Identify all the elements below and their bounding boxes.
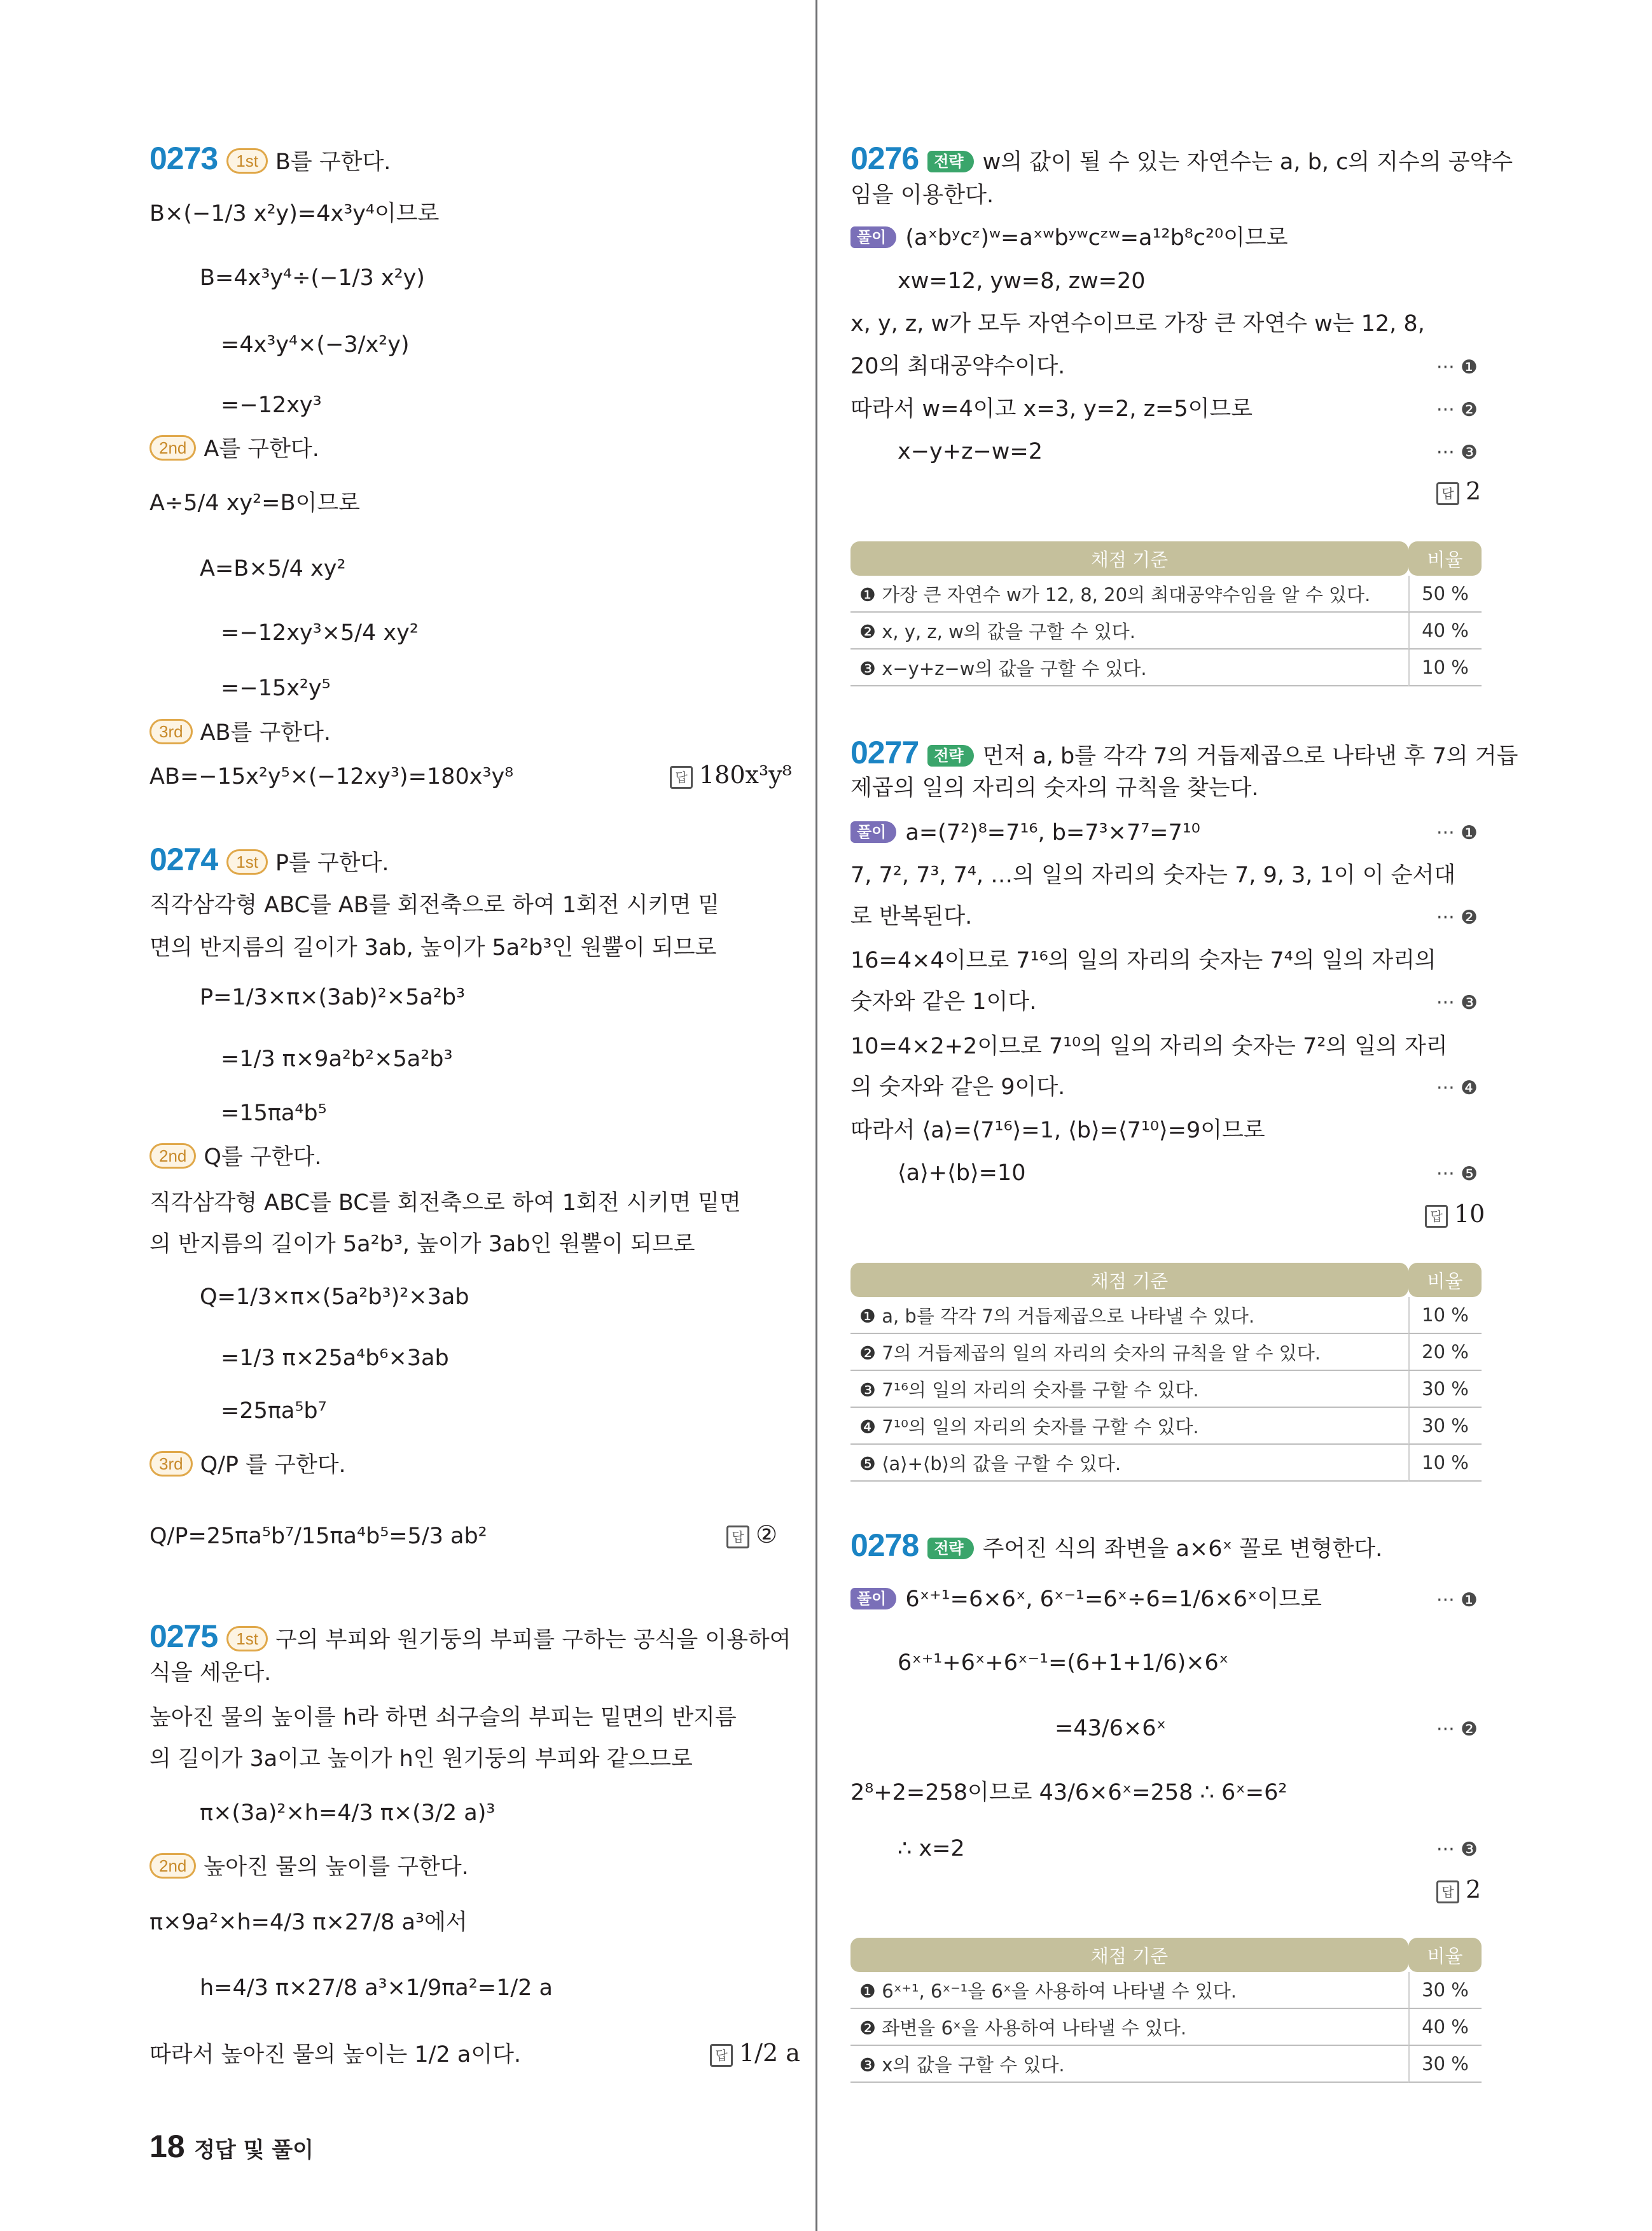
line-text: 의 숫자와 같은 9이다. <box>850 1074 1065 1100</box>
line-text: 높아진 물의 높이를 구한다. <box>204 1854 469 1880</box>
criteria-row <box>850 1972 1482 2009</box>
step-badge: 1st <box>226 148 268 174</box>
problem-number: 0277 <box>850 735 919 770</box>
solution-line <box>200 1797 495 1829</box>
criteria-ratio: 30 % <box>1408 2046 1482 2083</box>
criteria-ratio: 10 % <box>1408 1297 1482 1334</box>
solution-line <box>221 1043 453 1075</box>
solution-line <box>149 1449 346 1481</box>
answer <box>1436 1875 1481 1903</box>
answer <box>726 1520 777 1548</box>
line-text: 10=4×2+2이므로 7¹⁰의 일의 자리의 숫자는 7²의 일의 자리 <box>850 1034 1448 1059</box>
solution-line <box>850 179 994 211</box>
line-text: A=B×5/4 xy² <box>200 556 346 581</box>
solution-line <box>850 1031 1448 1062</box>
answer-value: 2 <box>1466 1875 1482 1903</box>
line-text: =−12xy³ <box>221 393 322 418</box>
line-text: A÷5/4 xy²=B이므로 <box>149 490 360 516</box>
step-badge: 1st <box>226 1626 268 1651</box>
line-text: h=4/3 π×27/8 a³×1/9πa²=1/2 a <box>200 1975 553 2001</box>
line-text: Q/P=25πa⁵b⁷/15πa⁴b⁵=5/3 ab² <box>149 1524 487 1549</box>
solution-line <box>149 142 391 178</box>
answer-icon: 답 <box>710 2044 733 2067</box>
line-text: 직각삼각형 ABC를 AB를 회전축으로 하여 1회전 시키면 밑 <box>149 893 720 918</box>
solution-line <box>149 433 319 465</box>
problem-number: 0275 <box>149 1618 218 1654</box>
answer-icon: 답 <box>1425 1205 1448 1228</box>
criteria-header: 채점 기준 <box>850 541 1408 576</box>
line-text: x, y, z, w가 모두 자연수이므로 가장 큰 자연수 w는 12, 8, <box>850 311 1425 337</box>
problem-number: 0273 <box>149 141 218 176</box>
step-marker: ··· ❸ <box>1436 992 1478 1014</box>
solution-line <box>221 672 331 704</box>
strategy-badge: 전략 <box>927 745 973 767</box>
step-badge: 3rd <box>149 1451 193 1477</box>
solution-line <box>850 308 1425 340</box>
step-badge: 2nd <box>149 1853 196 1879</box>
solution-line <box>221 389 322 421</box>
line-text: Q/P 를 구한다. <box>200 1452 346 1478</box>
criteria-text: ❶ 가장 큰 자연수 w가 12, 8, 20의 최대공약수임을 알 수 있다. <box>850 576 1408 613</box>
step-marker: ··· ❷ <box>1436 399 1478 421</box>
solution-line <box>850 859 1455 891</box>
line-text: B=4x³y⁴÷(−1/3 x²y) <box>200 265 425 291</box>
solution-line <box>850 142 1513 178</box>
criteria-text: ❶ a, b를 각각 7의 거듭제곱으로 나타낼 수 있다. <box>850 1297 1408 1334</box>
scoring-criteria-table <box>850 1938 1482 2083</box>
criteria-text: ❷ x, y, z, w의 값을 구할 수 있다. <box>850 613 1408 650</box>
solution-line <box>1055 1713 1166 1744</box>
criteria-row <box>850 1371 1482 1408</box>
solution-line <box>200 262 425 294</box>
line-text: =1/3 π×9a²b²×5a²b³ <box>221 1046 453 1072</box>
line-text: =1/3 π×25a⁴b⁶×3ab <box>221 1345 449 1371</box>
solution-line <box>149 1907 468 1938</box>
criteria-row <box>850 1445 1482 1482</box>
line-text: A를 구한다. <box>204 436 319 462</box>
line-text: x−y+z−w=2 <box>898 439 1043 464</box>
page-number: 18 <box>149 2129 185 2164</box>
criteria-ratio: 20 % <box>1408 1334 1482 1371</box>
answer-value: ② <box>756 1520 778 1548</box>
solution-line <box>850 1583 1322 1615</box>
solution-line <box>898 1157 1025 1189</box>
solution-line <box>200 982 465 1013</box>
solution-line <box>149 717 331 749</box>
answer-icon: 답 <box>1436 1880 1459 1903</box>
line-text: B×(−1/3 x²y)=4x³y⁴이므로 <box>149 201 440 226</box>
solution-line <box>200 553 346 585</box>
solution-line <box>898 1647 1228 1679</box>
solution-line <box>221 1097 327 1129</box>
step-marker: ··· ❶ <box>1436 1589 1478 1611</box>
criteria-ratio: 50 % <box>1408 576 1482 613</box>
line-text: =43/6×6ˣ <box>1055 1716 1167 1741</box>
line-text: P=1/3×π×(3ab)²×5a²b³ <box>200 985 466 1010</box>
answer <box>670 761 792 789</box>
line-text: π×(3a)²×h=4/3 π×(3/2 a)³ <box>200 1800 496 1826</box>
line-text: P를 구한다. <box>275 851 389 876</box>
step-marker: ··· ❹ <box>1436 1077 1478 1099</box>
footer-title: 정답 및 풀이 <box>194 2137 314 2163</box>
criteria-ratio: 30 % <box>1408 1972 1482 2009</box>
answer-value: 180x³y⁸ <box>699 761 792 789</box>
solution-line <box>221 617 419 649</box>
ratio-header: 비율 <box>1408 1263 1482 1297</box>
criteria-text: ❷ 7의 거듭제곱의 일의 자리의 숫자의 규칙을 알 수 있다. <box>850 1334 1408 1371</box>
answer-value: 10 <box>1454 1200 1485 1228</box>
line-text: (aˣbʸcᶻ)ʷ=aˣʷbʸʷcᶻʷ=a¹²b⁸c²⁰이므로 <box>905 225 1288 251</box>
line-text: 식을 세운다. <box>149 1660 272 1686</box>
criteria-header: 채점 기준 <box>850 1938 1408 1972</box>
step-badge: 2nd <box>149 1143 196 1169</box>
solution-line <box>850 1777 1287 1809</box>
solution-badge: 풀이 <box>850 1588 896 1609</box>
answer-value: 1/2 a <box>739 2039 800 2067</box>
line-text: =−15x²y⁵ <box>221 676 331 701</box>
solution-line <box>221 329 410 361</box>
line-text: AB를 구한다. <box>200 720 331 746</box>
problem-number: 0278 <box>850 1527 919 1563</box>
step-marker: ··· ❺ <box>1436 1163 1478 1185</box>
problem-number: 0274 <box>149 842 218 877</box>
criteria-ratio: 40 % <box>1408 2009 1482 2046</box>
solution-line <box>221 1342 449 1374</box>
line-text: 면의 반지름의 길이가 3ab, 높이가 5a²b³인 원뿔이 되므로 <box>149 935 717 961</box>
solution-line <box>850 945 1436 976</box>
solution-line <box>850 393 1253 425</box>
line-text: 숫자와 같은 1이다. <box>850 989 1037 1015</box>
line-text: 따라서 높아진 물의 높이는 1/2 a이다. <box>149 2042 522 2068</box>
line-text: 6ˣ⁺¹+6ˣ+6ˣ⁻¹=(6+1+1/6)×6ˣ <box>898 1650 1229 1676</box>
solution-line <box>149 1228 695 1260</box>
solution-line <box>200 1281 469 1313</box>
line-text: 먼저 a, b를 각각 7의 거듭제곱으로 나타낸 후 7의 거듭 <box>982 744 1518 769</box>
line-text: 제곱의 일의 자리의 숫자의 규칙을 찾는다. <box>850 775 1259 801</box>
solution-line <box>898 265 1146 297</box>
step-badge: 2nd <box>149 435 196 461</box>
criteria-row <box>850 576 1482 613</box>
step-marker: ··· ❷ <box>1436 1718 1478 1741</box>
solution-line <box>850 351 1065 382</box>
solution-line <box>149 1520 487 1552</box>
line-text: 6ˣ⁺¹=6×6ˣ, 6ˣ⁻¹=6ˣ÷6=1/6×6ˣ이므로 <box>905 1587 1322 1612</box>
solution-line <box>149 932 716 964</box>
criteria-text: ❷ 좌변을 6ˣ을 사용하여 나타낼 수 있다. <box>850 2009 1408 2046</box>
column-divider <box>816 0 817 2231</box>
criteria-text: ❹ 7¹⁰의 일의 자리의 숫자를 구할 수 있다. <box>850 1408 1408 1445</box>
answer-icon: 답 <box>1436 482 1459 505</box>
ratio-header: 비율 <box>1408 1938 1482 1972</box>
answer-value: 2 <box>1466 477 1482 505</box>
line-text: 20의 최대공약수이다. <box>850 354 1065 379</box>
solution-line <box>850 222 1288 254</box>
criteria-text: ❸ 7¹⁶의 일의 자리의 숫자를 구할 수 있다. <box>850 1371 1408 1408</box>
step-badge: 3rd <box>149 719 193 744</box>
line-text: 구의 부피와 원기둥의 부피를 구하는 공식을 이용하여 <box>275 1627 791 1653</box>
answer <box>1436 477 1481 505</box>
line-text: 임을 이용한다. <box>850 183 994 208</box>
criteria-text: ❸ x−y+z−w의 값을 구할 수 있다. <box>850 650 1408 686</box>
problem-number: 0276 <box>850 141 919 176</box>
step-badge: 1st <box>226 849 268 875</box>
criteria-text: ❶ 6ˣ⁺¹, 6ˣ⁻¹을 6ˣ을 사용하여 나타낼 수 있다. <box>850 1972 1408 2009</box>
criteria-ratio: 10 % <box>1408 1445 1482 1482</box>
solution-line <box>149 1620 791 1656</box>
solution-line <box>149 198 439 230</box>
criteria-text: ❺ ⟨a⟩+⟨b⟩의 값을 구할 수 있다. <box>850 1445 1408 1482</box>
solution-badge: 풀이 <box>850 821 896 843</box>
criteria-row <box>850 1408 1482 1445</box>
solution-line <box>149 1702 737 1734</box>
line-text: Q를 구한다. <box>204 1144 322 1170</box>
solution-line <box>149 2039 521 2071</box>
line-text: π×9a²×h=4/3 π×27/8 a³에서 <box>149 1910 468 1935</box>
line-text: 의 길이가 3a이고 높이가 h인 원기둥의 부피와 같으므로 <box>149 1746 693 1772</box>
criteria-ratio: 10 % <box>1408 650 1482 686</box>
line-text: 직각삼각형 ABC를 BC를 회전축으로 하여 1회전 시키면 밑면 <box>149 1190 741 1216</box>
solution-line <box>850 817 1200 849</box>
line-text: =4x³y⁴×(−3/x²y) <box>221 332 410 358</box>
criteria-row <box>850 613 1482 650</box>
line-text: Q=1/3×π×(5a²b³)²×3ab <box>200 1284 469 1310</box>
solution-line <box>149 487 360 519</box>
scoring-criteria-table <box>850 1263 1482 1482</box>
solution-line <box>850 986 1036 1018</box>
line-text: ∴ x=2 <box>898 1836 965 1861</box>
solution-line <box>850 1115 1265 1146</box>
line-text: 따라서 w=4이고 x=3, y=2, z=5이므로 <box>850 396 1253 422</box>
solution-line <box>149 1657 271 1689</box>
answer <box>710 2039 800 2067</box>
answer <box>1425 1200 1485 1228</box>
line-text: =25πa⁵b⁷ <box>221 1398 327 1424</box>
line-text: 주어진 식의 좌변을 a×6ˣ 꼴로 변형한다. <box>982 1536 1383 1562</box>
line-text: 높아진 물의 높이를 h라 하면 쇠구슬의 부피는 밑면의 반지름 <box>149 1705 737 1730</box>
solution-line <box>149 1851 469 1883</box>
line-text: =15πa⁴b⁵ <box>221 1101 327 1126</box>
line-text: 7, 7², 7³, 7⁴, …의 일의 자리의 숫자는 7, 9, 3, 1이 이 순서대 <box>850 863 1456 888</box>
scoring-criteria-table <box>850 541 1482 686</box>
solution-line <box>898 436 1043 468</box>
line-text: B를 구한다. <box>275 149 391 175</box>
criteria-ratio: 30 % <box>1408 1371 1482 1408</box>
criteria-header: 채점 기준 <box>850 1263 1408 1297</box>
answer-icon: 답 <box>726 1526 749 1548</box>
solution-line <box>221 1395 327 1427</box>
solution-line <box>149 1141 321 1173</box>
criteria-row <box>850 2009 1482 2046</box>
line-text: 의 반지름의 길이가 5a²b³, 높이가 3ab인 원뿔이 되므로 <box>149 1232 695 1257</box>
line-text: 2⁸+2=258이므로 43/6×6ˣ=258 ∴ 6ˣ=6² <box>850 1780 1288 1805</box>
step-marker: ··· ❶ <box>1436 356 1478 379</box>
solution-line <box>149 761 513 793</box>
solution-line <box>850 1529 1382 1565</box>
solution-badge: 풀이 <box>850 226 896 248</box>
step-marker: ··· ❶ <box>1436 822 1478 844</box>
criteria-ratio: 40 % <box>1408 613 1482 650</box>
line-text: =−12xy³×5/4 xy² <box>221 620 419 646</box>
solution-line <box>898 1833 965 1865</box>
solution-line <box>850 901 972 933</box>
solution-line <box>850 1071 1065 1103</box>
criteria-row <box>850 1297 1482 1334</box>
strategy-badge: 전략 <box>927 151 973 172</box>
solution-line <box>149 1187 741 1219</box>
step-marker: ··· ❸ <box>1436 1838 1478 1861</box>
page-footer <box>149 2128 314 2165</box>
line-text: w의 값이 될 수 있는 자연수는 a, b, c의 지수의 공약수 <box>982 149 1513 175</box>
criteria-row <box>850 2046 1482 2083</box>
solution-line <box>149 889 719 921</box>
criteria-row <box>850 1334 1482 1371</box>
step-marker: ··· ❷ <box>1436 907 1478 929</box>
criteria-ratio: 30 % <box>1408 1408 1482 1445</box>
line-text: AB=−15x²y⁵×(−12xy³)=180x³y⁸ <box>149 764 514 789</box>
answer-icon: 답 <box>670 766 693 789</box>
line-text: 16=4×4이므로 7¹⁶의 일의 자리의 숫자는 7⁴의 일의 자리의 <box>850 948 1436 973</box>
step-marker: ··· ❸ <box>1436 441 1478 464</box>
solution-line <box>850 772 1259 804</box>
line-text: 따라서 ⟨a⟩=⟨7¹⁶⟩=1, ⟨b⟩=⟨7¹⁰⟩=9이므로 <box>850 1118 1265 1143</box>
criteria-text: ❸ x의 값을 구할 수 있다. <box>850 2046 1408 2083</box>
solution-line <box>149 1743 693 1775</box>
criteria-row <box>850 650 1482 686</box>
line-text: a=(7²)⁸=7¹⁶, b=7³×7⁷=7¹⁰ <box>905 820 1200 845</box>
solution-line <box>149 844 389 879</box>
solution-line <box>850 737 1518 772</box>
ratio-header: 비율 <box>1408 541 1482 576</box>
line-text: xw=12, yw=8, zw=20 <box>898 268 1146 294</box>
line-text: ⟨a⟩+⟨b⟩=10 <box>898 1160 1026 1186</box>
line-text: 로 반복된다. <box>850 904 973 929</box>
strategy-badge: 전략 <box>927 1538 973 1559</box>
solution-line <box>200 1972 553 2004</box>
